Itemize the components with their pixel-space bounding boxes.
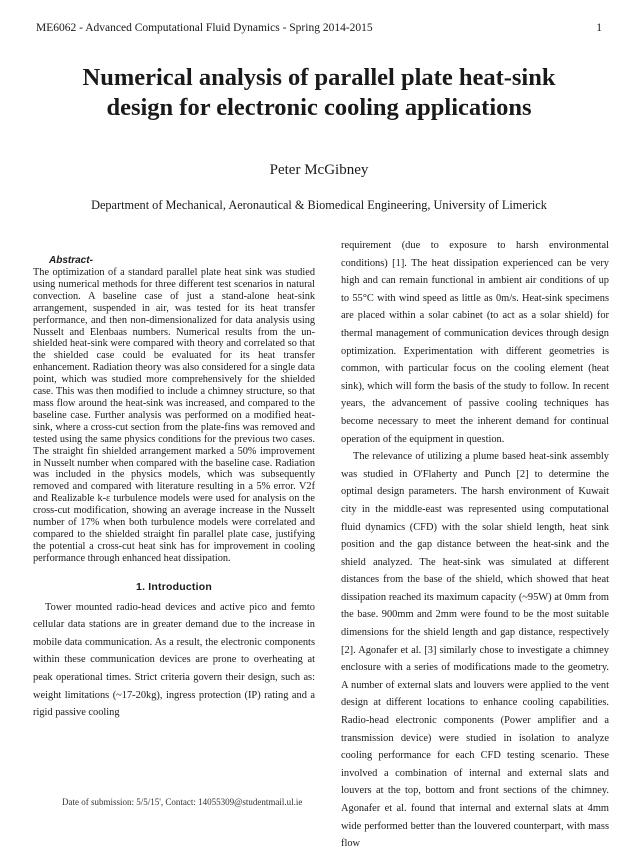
affiliation: Department of Mechanical, Aeronautical & Biomedical Engineering, University of Limerick (91, 198, 547, 212)
intro-paragraph-left: Tower mounted radio-head devices and active pico and femto cellular data stations are in greater demand due to the increase in mobile data communication. As a result, the electronic components within these communication devices are prone to overheating at peak operational times. Strict criteria govern their design, such as: weight limitations (~17-20kg), ingress protection (IP) rating and a rigid passive cooling (33, 601, 315, 719)
left-column (33, 255, 315, 722)
running-title: ME6062 - Advanced Computational Fluid Dynamics - Spring 2014-2015 (36, 22, 373, 34)
intro-paragraph-right-1: requirement (due to exposure to harsh environmental conditions) [1]. The heat dissipation experienced can be very high and can remain functional in ambient air conditions of up to 55°C with wind speed as little as 0m/s. Heat-sink specimens are placed within a solar cabinet (to act as a solar shield) for thermal management of communication devices through design optimization. Experimentation with different geometries is common, with particular focus on the cooling element (heat sink), which will form the basis of the study to follow. In recent years, the advancement of passive cooling techniques has become necessary to meet the inherent demand for continual operation of the equipment in question. (341, 240, 609, 445)
right-column (341, 237, 609, 853)
submission-footer: Date of submission: 5/5/15', Contact: 14055309@studentmail.ul.ie (62, 797, 303, 807)
running-head (36, 22, 602, 34)
page-number: 1 (596, 22, 602, 34)
abstract-text: The optimization of a standard parallel plate heat sink was studied using numerical methods for three different test scenarios in natural convection. A baseline case of just a stand-alone heat-sink arrangement, suspended in air, was tested for its heat transfer performance, and then non-dimensionalized for data analysis using Nusselt and Elenbaas numbers. Numerical results from the un-shielded heat-sink were compared with theory and correlated so that the shielded case could be evaluated for its heat transfer enhancement. Radiation theory was also considered for a single data point, which was studied more comprehensively for the shielded case. This was then modified to include a chimney structure, so that mass flow around the heat-sink was increased, and compared to the baseline case. Further analysis was performed on a modified heat-sink, where a cross-cut section from the plate-fins was removed and tested using the same physics conditions for the previous two cases. The straight fin shielded arrangement marked a 50% improvement in Nusselt number when compared with the baseline case. Radiation was included in the physics models, which was subsequently removed and compared with literature resulting in a 5% error. V2f and Realizable k-ε turbulence models were used for analysis on the cross-cut modification, showing an average increase in the Nusselt number of 17% when both turbulence models were correlated and compared to the shielded straight fin parallel plate case, justifying the potential a cross-cut heat sink has for improvement in cooling performance through enhanced heat dissipation. (33, 267, 315, 564)
section-heading-introduction: 1. Introduction (136, 580, 212, 593)
paper-title: Numerical analysis of parallel plate heat-sink design for electronic cooling applications (82, 64, 556, 121)
intro-paragraph-right-2: The relevance of utilizing a plume based heat-sink assembly was studied in O'Flaherty and Punch [2] to determine the optimal design parameters. The harsh environment of Kuwait city in the middle-east was represented using computational fluid dynamics (CFD) with the solar shield length, heat sink position and the gap distance between the heat-sink and the shield analyzed. The heat-sink was simulated at different distances from the base of the shield, which showed that heat dissipation reached its maximum capacity (~95W) at 0mm from the base. 900mm and 2mm were found to be the most suitable dimensions for the shield length and gap distance, respectively [2]. Agonafer et al. [3] similarly chose to investigate a chimney enclosure with a series of modifications made to the geometry. A number of external slats and louvers were applied to the vent design at different locations to enhance cooling capabilities. Radio-head electronic components (Power amplifier and a transmission device) were studied in isolation to analyze cooling performance for each CFD testing scenario. These involved a combination of internal and external slats and louvers at the top, bottom and front sections of the chimney. Agonafer et al. found that internal and external slats at 4mm wide performed better than the louvered counterpart, with mass flow (341, 451, 609, 850)
abstract-heading: Abstract- (49, 255, 93, 266)
author-name: Peter McGibney (269, 162, 369, 178)
